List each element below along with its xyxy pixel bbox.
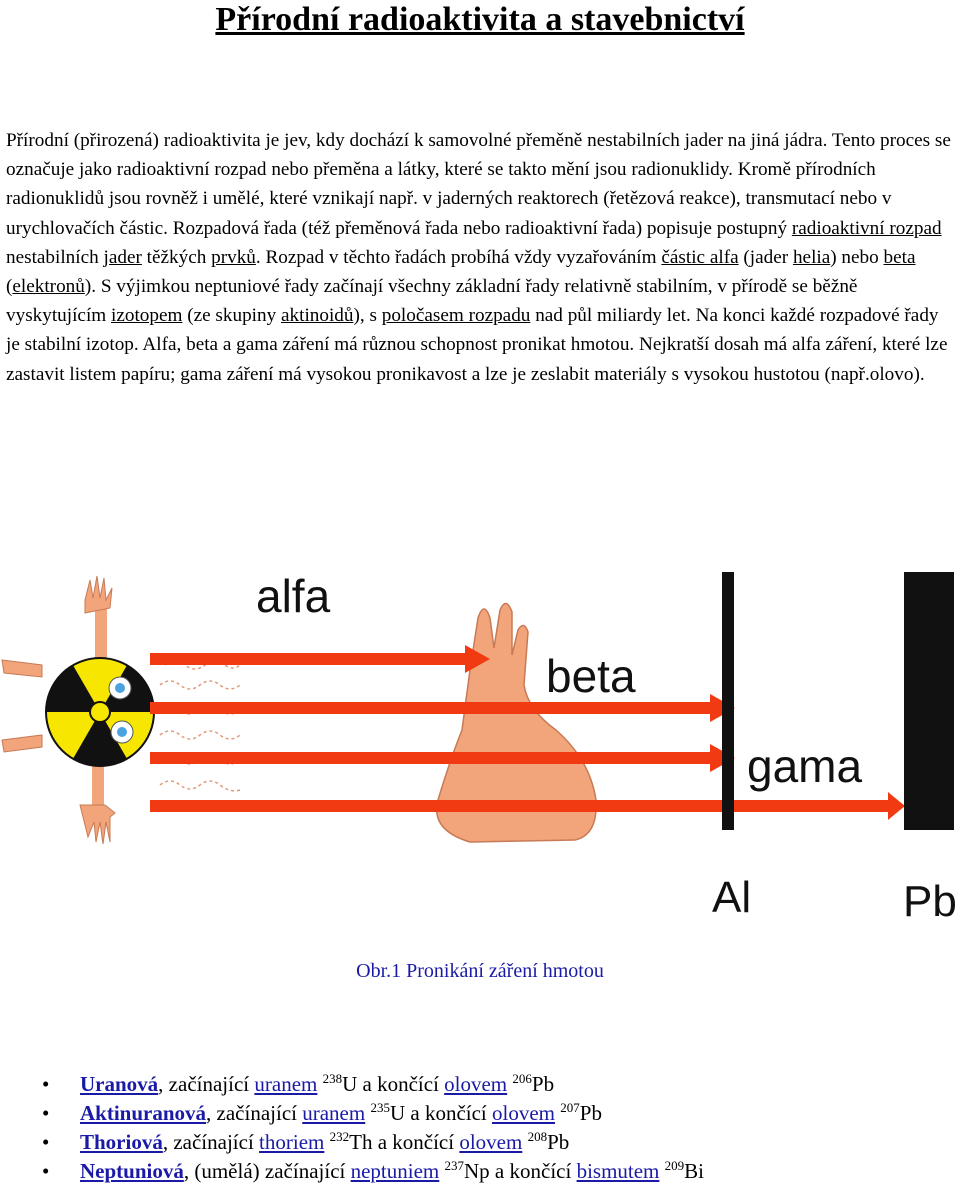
- element-symbol: Pb: [547, 1130, 570, 1154]
- decay-series-list: [0, 1070, 950, 1186]
- wavy-radiation-lines: [160, 660, 245, 791]
- link-half-life[interactable]: poločasem rozpadu: [381, 305, 531, 327]
- link-end-element[interactable]: olovem: [459, 1130, 523, 1154]
- text-run: nestabilních: [6, 246, 104, 268]
- bullet-icon: •: [42, 1072, 50, 1096]
- link-isotope[interactable]: izotopem: [111, 305, 183, 327]
- text-run: , začínající: [162, 1130, 260, 1154]
- element-symbol: Bi: [684, 1159, 704, 1183]
- lead-barrier: [904, 572, 954, 830]
- label-pb: Pb: [903, 877, 957, 926]
- text-run: (: [6, 276, 13, 298]
- text-run: nad půl miliardy let. Na konci každé rozpadové řady je stabilní izotop. Alfa, beta a gama záření má různou schopnost pronikat hmotou. Nejkratší dosah má alfa záření, které lze zastavit listem papíru; gama záření má vysokou pronikavost a lze je zeslabit materiály s vysokou hustotou (např.olovo).: [6, 305, 948, 385]
- link-end-element[interactable]: bismutem: [576, 1159, 660, 1183]
- link-start-element[interactable]: uranem: [302, 1101, 366, 1125]
- bullet-icon: •: [42, 1159, 50, 1183]
- link-series-name[interactable]: Thoriová: [80, 1130, 163, 1154]
- beta-arrow-2: [150, 744, 735, 772]
- link-end-element[interactable]: olovem: [492, 1101, 556, 1125]
- text-run: , (umělá) začínající: [183, 1159, 351, 1183]
- text-run: ). S výjimkou neptuniové řady začínají všechny základní řady relativně stabilním, v přírodě se běžně vyskytujícím: [6, 276, 858, 327]
- mass-number: 237: [444, 1158, 465, 1173]
- list-item: [42, 1099, 950, 1128]
- link-electrons[interactable]: elektronů: [12, 276, 85, 298]
- link-start-element[interactable]: thoriem: [259, 1130, 325, 1154]
- link-radioactive-decay[interactable]: radioaktivní rozpad: [791, 217, 942, 239]
- label-al: Al: [712, 873, 752, 922]
- mass-number: 232: [329, 1129, 350, 1144]
- radiation-mascot: [2, 576, 154, 844]
- text-run: , začínající: [158, 1072, 255, 1096]
- text-run: těžkých: [141, 246, 212, 268]
- list-item: [42, 1070, 950, 1099]
- text-run: ), s: [353, 305, 382, 327]
- link-helium[interactable]: helia: [792, 246, 831, 268]
- mass-number: 207: [560, 1100, 580, 1115]
- link-end-element[interactable]: olovem: [444, 1072, 508, 1096]
- text-run: U a končící: [389, 1101, 493, 1125]
- link-series-name[interactable]: Aktinuranová: [80, 1101, 207, 1125]
- figure-caption: Obr.1 Pronikání záření hmotou: [356, 960, 604, 982]
- text-run: (jader: [738, 246, 793, 268]
- mass-number: 206: [512, 1071, 532, 1086]
- text-run: Přírodní (přirozená) radioaktivita je jev, kdy dochází k samovolné přeměně nestabilních jader na jiná jádra. Tento proces se označuje jako radioaktivní rozpad nebo přeměna a látky, které se takto mění jsou radionuklidy. Kromě přírodních radionuklidů jsou rovněž i umělé, které vznikají např. v jaderných reaktorech (řetězová reakce), transmutací nebo v urychlovačích částic. Rozpadová řada (též přeměnová řada nebo radioaktivní řada) popisuje postupný: [6, 130, 951, 239]
- link-start-element[interactable]: neptuniem: [350, 1159, 440, 1183]
- beta-arrow-1: [150, 694, 735, 722]
- text-run: ) nebo: [830, 246, 884, 268]
- mass-number: 209: [664, 1158, 685, 1173]
- element-symbol: Pb: [579, 1101, 602, 1125]
- link-start-element[interactable]: uranem: [254, 1072, 318, 1096]
- text-run: , začínající: [206, 1101, 303, 1125]
- aluminum-barrier: [722, 572, 734, 830]
- text-run: . Rozpad v těchto řadách probíhá vždy vyzařováním: [255, 246, 662, 268]
- radiation-penetration-figure: [0, 560, 960, 940]
- mass-number: 208: [527, 1129, 548, 1144]
- element-symbol: Pb: [531, 1072, 555, 1096]
- link-nuclei[interactable]: jader: [103, 246, 142, 268]
- text-run: Np a končící: [464, 1159, 577, 1183]
- link-actinoids[interactable]: aktinoidů: [281, 305, 354, 327]
- mass-number: 235: [370, 1100, 390, 1115]
- label-gama: gama: [747, 740, 863, 792]
- alpha-arrow: [150, 645, 490, 673]
- bullet-icon: •: [42, 1130, 50, 1154]
- mass-number: 238: [322, 1071, 343, 1086]
- link-alpha-particles[interactable]: částic alfa: [661, 246, 739, 268]
- link-beta[interactable]: beta: [883, 246, 916, 268]
- label-beta: beta: [546, 650, 636, 702]
- text-run: (ze skupiny: [182, 305, 281, 327]
- intro-paragraph: [6, 126, 956, 389]
- link-elements[interactable]: prvků: [211, 246, 256, 268]
- list-item: [42, 1128, 950, 1157]
- link-series-name[interactable]: Neptuniová: [80, 1159, 184, 1183]
- label-alfa: alfa: [256, 570, 331, 622]
- text-run: Th a končící: [349, 1130, 460, 1154]
- list-item: [42, 1157, 950, 1186]
- bullet-icon: •: [42, 1101, 50, 1125]
- page-title: Přírodní radioaktivita a stavebnictví: [215, 1, 745, 38]
- text-run: U a končící: [342, 1072, 445, 1096]
- link-series-name[interactable]: Uranová: [80, 1072, 159, 1096]
